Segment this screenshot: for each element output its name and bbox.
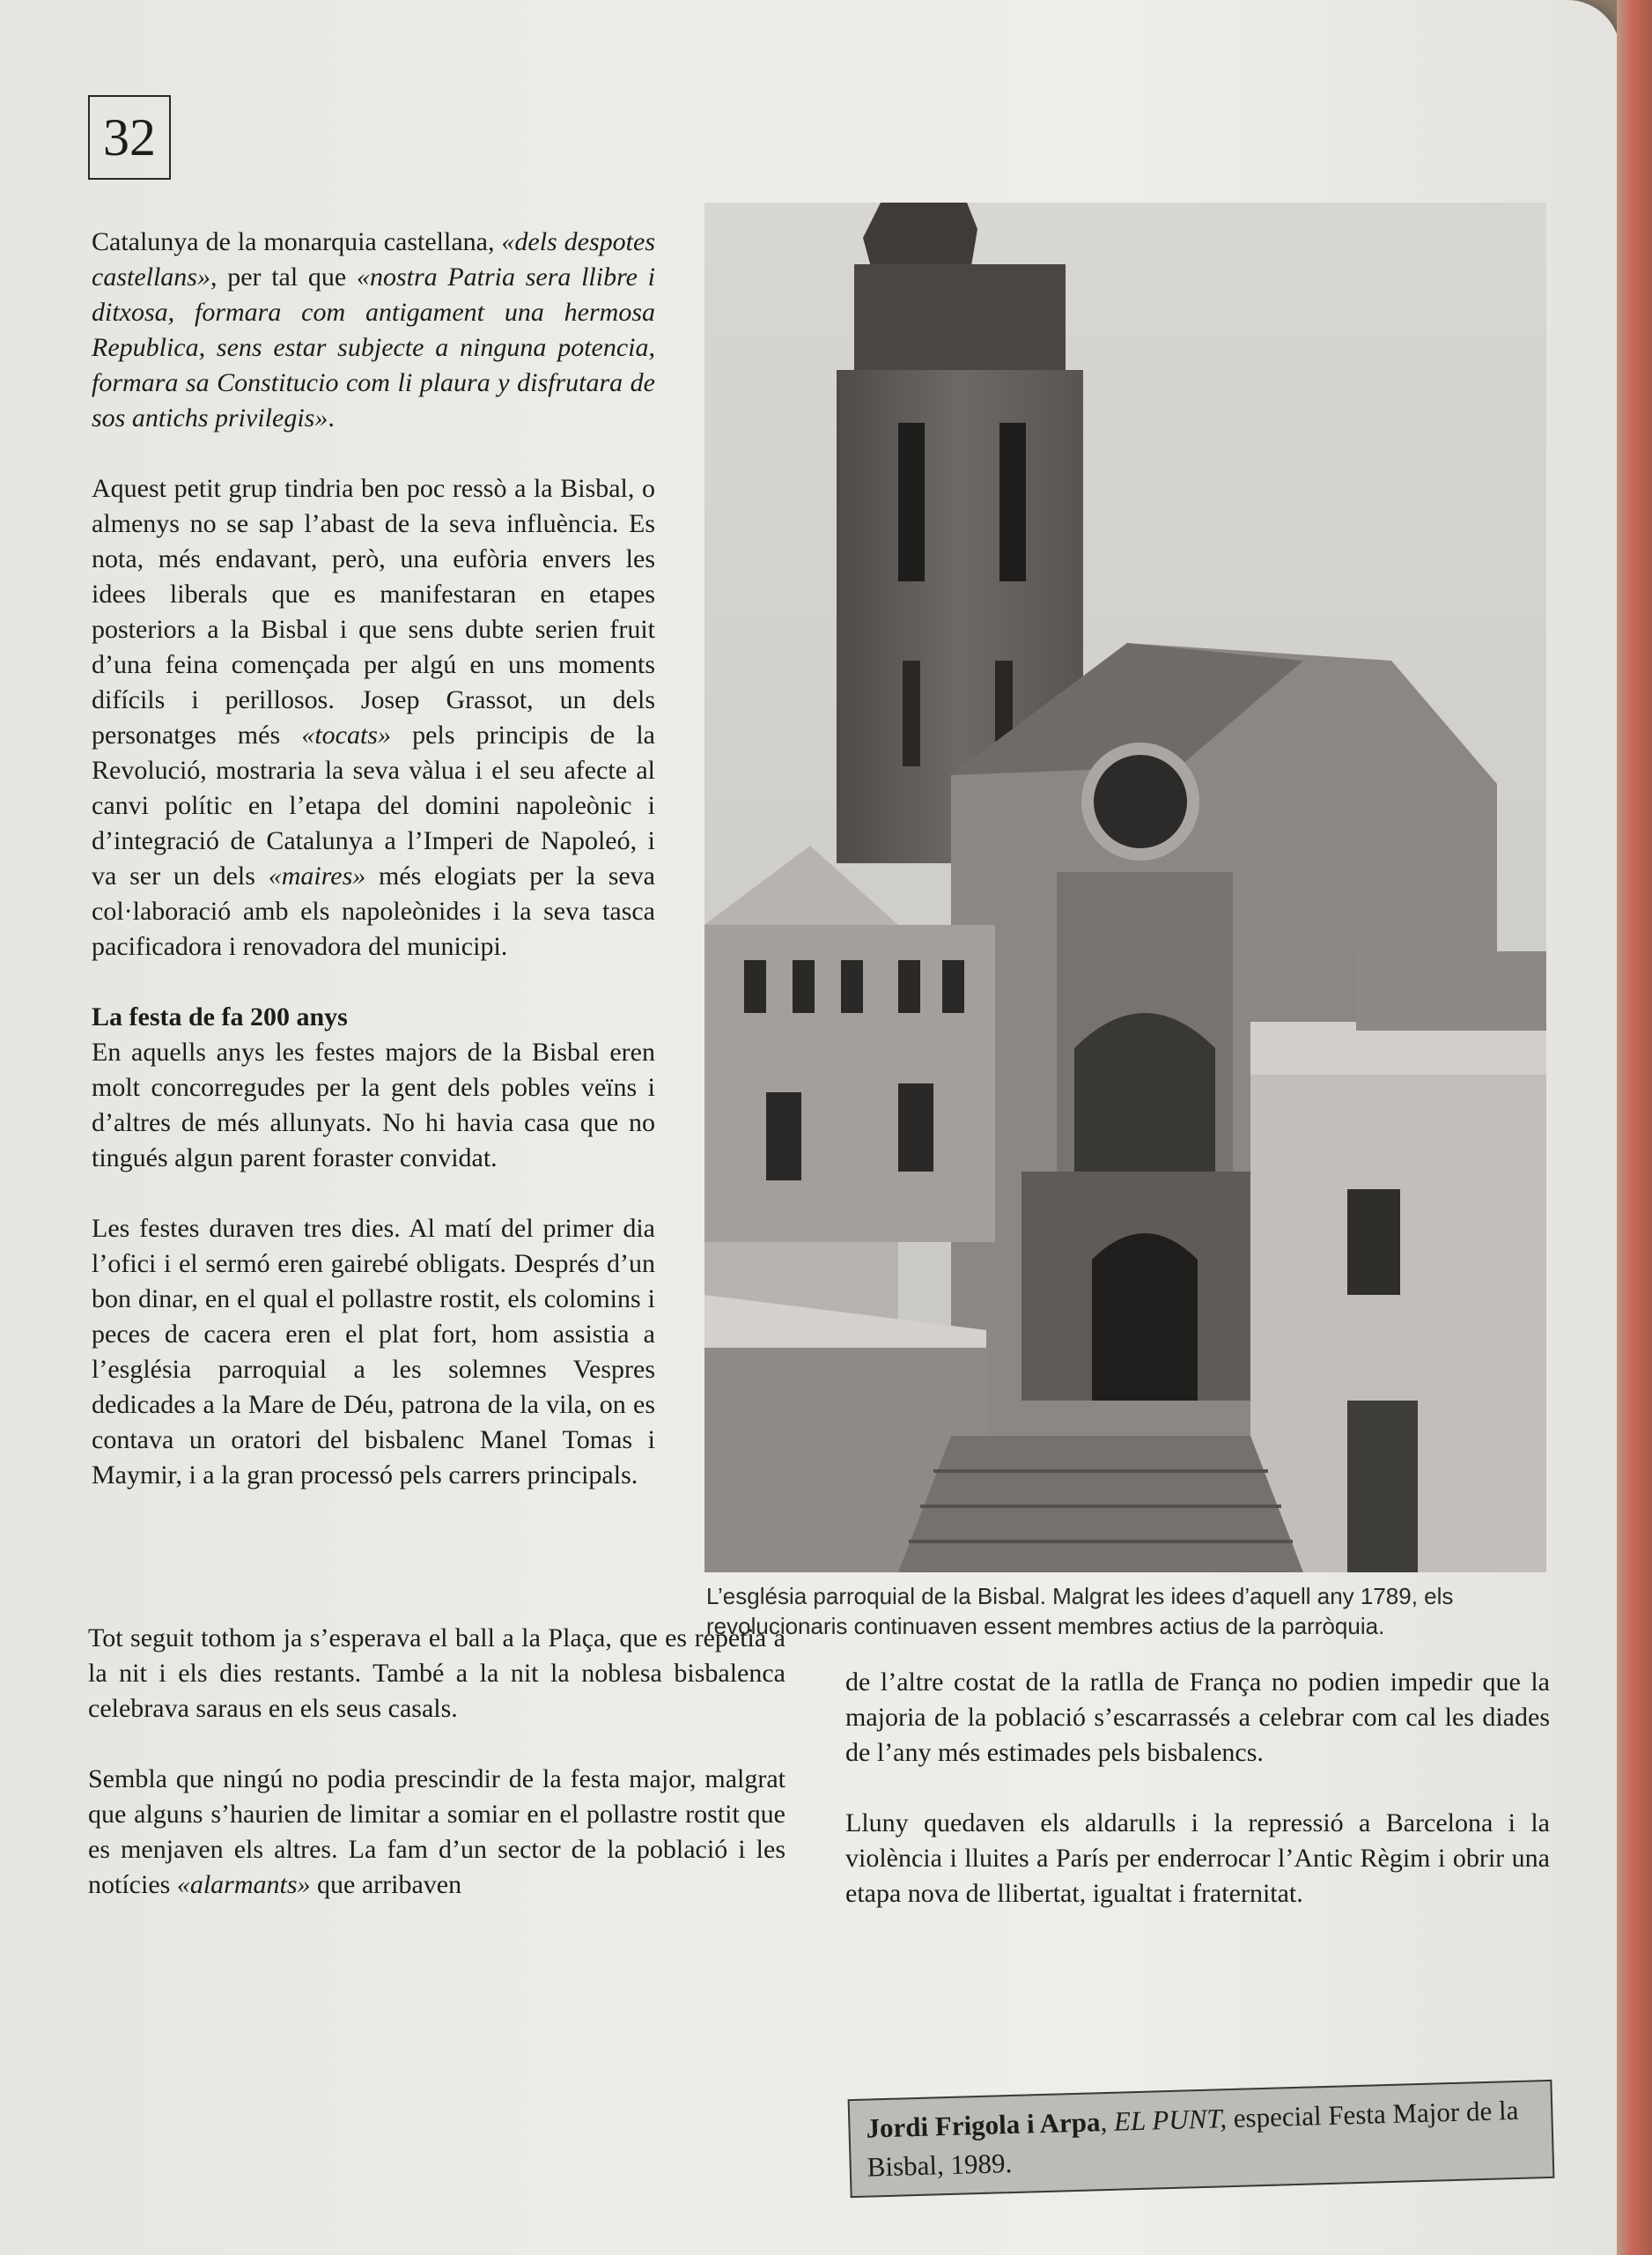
paragraph-4: Les festes duraven tres dies. Al matí del primer dia l’ofici i el sermó eren gairebé obligats. Després d’un bon dinar, en el qual el pollastre rostit, els colomins i peces de cacera eren el plat fort, hom assistia a l’església parroquial a les solemnes Vespres dedicades a la Mare de Déu, patrona de la vila, on es contava un oratori del bisbalenc Manel Tomas i Maymir, i a la gran processó pels carrers principals. (92, 1214, 655, 1490)
p6-text-b: que arribaven (310, 1870, 462, 1899)
p6-text-a: Sembla que ningú no podia prescindir de la festa major, malgrat que alguns s’haurien de limitar a somiar en el pollastre rostit que es menjaven els altres. La fam d’un sector de la població i les notícies (88, 1764, 785, 1899)
paragraph-2 (92, 471, 655, 965)
p1-quote-2: «nostra Patria sera llibre i ditxosa, formara com antigament una hermosa Republica, sens estar subjecte a ninguna potencia, formara sa Constitucio com li plaura y disfrutara de sos antichs privilegis» (92, 262, 655, 433)
bottom-right-column (845, 1665, 1550, 1947)
church-photo (704, 203, 1546, 1572)
p1-text-end: . (328, 403, 335, 433)
paragraph-1 (92, 225, 655, 436)
source-credit-box (848, 2080, 1555, 2198)
p2-text-c: més elogiats per la seva col·laboració amb els napoleònides i la seva tasca pacificadora i renovadora del municipi. (92, 861, 655, 961)
credit-separator: , (1100, 2105, 1115, 2138)
credit-author: Jordi Frigola i Arpa (866, 2106, 1101, 2144)
p1-text-mid: , per tal que (210, 262, 357, 292)
paragraph-5: Tot seguit tothom ja s’esperava el ball a la Plaça, que es repetia a la nit i els dies restants. També a la nit la noblesa bisbalenca celebrava saraus en els seus casals. (88, 1623, 785, 1723)
left-column (92, 225, 655, 1528)
paragraph-3: En aquells anys les festes majors de la Bisbal eren molt concorregudes per la gent dels pobles veïns i d’altres de més allunyats. No hi havia casa que no tingués algun parent foraster convidat. (92, 1038, 655, 1172)
paragraph-7: de l’altre costat de la ratlla de França no podien impedir que la majoria de la població s’escarrassés a celebrar com cal les diades de l’any més estimades pels bisbalencs. (845, 1667, 1550, 1767)
p2-text-b: pels principis de la Revolució, mostraria la seva vàlua i el seu afecte al canvi polític en l’etapa del domini napoleònic i d’integració de Catalunya a l’Imperi de Napoleó, i va ser un dels (92, 721, 655, 891)
bottom-left-column (88, 1621, 785, 1938)
p1-quote-1: «dels despotes castellans» (92, 227, 655, 292)
credit-source: EL PUNT, (1113, 2103, 1228, 2137)
p2-tocats: «tocats» (301, 721, 391, 750)
p2-maires: «maires» (268, 861, 366, 891)
photo-caption: L’església parroquial de la Bisbal. Malgrat les idees d’aquell any 1789, els revolucionaris continuaven essent membres actius de la parròquia. (706, 1583, 1454, 1639)
church-illustration (704, 203, 1546, 1572)
book-edge (1617, 0, 1652, 2255)
p2-text-a: Aquest petit grup tindria ben poc ressò a la Bisbal, o almenys no se sap l’abast de la seva influència. Es nota, més endavant, però, una eufòria envers les idees liberals que es manifestaran en etapes posteriors a la Bisbal i que sens dubte serien fruit d’una feina començada per algú en uns moments difícils i perillosos. Josep Grassot, un dels personatges més (92, 474, 655, 750)
p1-text: Catalunya de la monarquia castellana, (92, 227, 502, 256)
p6-alarmants: «alarmants» (176, 1870, 311, 1899)
paragraph-8: Lluny quedaven els aldarulls i la repressió a Barcelona i la violència i lluites a París per enderrocar l’Antic Règim i obrir una etapa nova de llibertat, igualtat i fraternitat. (845, 1808, 1550, 1908)
section-heading: La festa de fa 200 anys (92, 1002, 348, 1031)
credit-details: especial Festa Major de la Bisbal, 1989. (867, 2094, 1519, 2183)
paragraph-6 (88, 1762, 785, 1903)
page-number: 32 (88, 95, 171, 180)
